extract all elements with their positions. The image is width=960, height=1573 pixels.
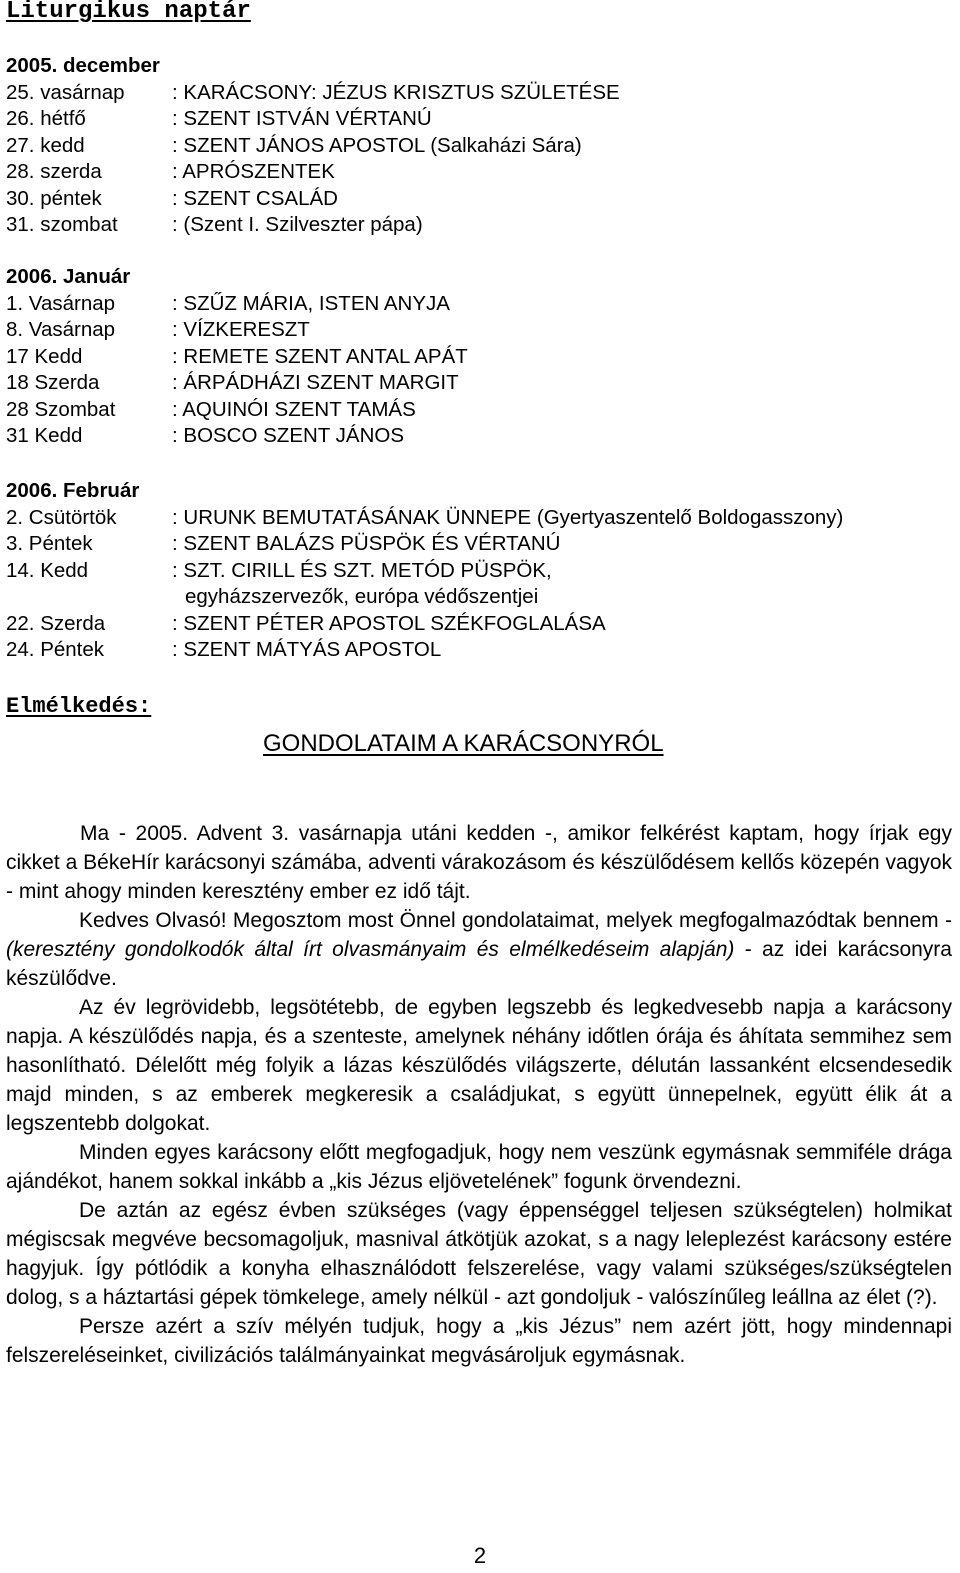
calendar-row (6, 397, 468, 424)
calendar-day: 14. Kedd (6, 558, 89, 582)
calendar-day: 28 Szombat (6, 397, 116, 421)
calendar-row (6, 344, 468, 371)
calendar-event: : KARÁCSONY: JÉZUS KRISZTUS SZÜLETÉSE (172, 80, 620, 104)
calendar-row (6, 317, 468, 344)
calendar-day: 24. Péntek (6, 638, 105, 661)
calendar-event: : URUNK BEMUTATÁSÁNAK ÜNNEPE (Gyertyaszentelő Boldogasszony) (172, 505, 844, 529)
calendar-day: 8. Vasárnap (6, 318, 116, 341)
calendar-event: : SZENT BALÁZS PÜSPÖK ÉS VÉRTANÚ (172, 532, 561, 555)
calendar-day: 25. vasárnap (6, 80, 125, 104)
calendar-day: 2. Csütörtök (6, 505, 117, 529)
calendar-day: 17 Kedd (6, 344, 83, 368)
calendar-row (6, 159, 620, 186)
calendar-row (6, 106, 620, 133)
calendar-day: 22. Szerda (6, 611, 106, 635)
paragraph (6, 906, 952, 993)
calendar-row (6, 531, 843, 558)
calendar-row (6, 80, 620, 107)
calendar-day: 28. szerda (6, 160, 102, 183)
italic-aside: (keresztény gondolkodók által írt olvasmányaim és elmélkedéseim alapján) (6, 938, 735, 961)
calendar-row (6, 291, 468, 318)
calendar-event: : (Szent I. Szilveszter pápa) (172, 213, 423, 236)
calendar-row (6, 611, 843, 638)
calendar-january (6, 264, 468, 450)
calendar-row (6, 370, 468, 397)
calendar-event: : VÍZKERESZT (172, 318, 310, 341)
paragraph: Az év legrövidebb, legsötétebb, de egyben legszebb és legkedvesebb napja a karácsony napja. A készülődés napja, és a szenteste, amelynek néhány időtlen órája és áhítata semmihez sem hasonlítható. Délelőtt még folyik a lázas készülődés világszerte, délután lassanként elcsendesedik majd minden, s az emberek megkeresik a családjukat, s együtt ünnepelnek, együtt élik át a legszentebb dolgokat. (6, 996, 952, 1135)
paragraph-text: Kedves Olvasó! Megosztom most Önnel gondolataimat, melyek megfogalmazódtak bennem - (79, 909, 952, 932)
paragraph: Persze azért a szív mélyén tudjuk, hogy a „kis Jézus” nem azért jött, hogy mindennapi felszereléseinket, civilizációs találmányainkat megvásároljuk egymásnak. (6, 1315, 952, 1367)
calendar-event: : SZENT JÁNOS APOSTOL (Salkaházi Sára) (172, 133, 582, 157)
calendar-row (6, 212, 620, 239)
calendar-event: : ÁRPÁDHÁZI SZENT MARGIT (172, 371, 459, 394)
paragraph: De aztán az egész évben szükséges (vagy éppenséggel teljesen szükségtelen) holmikat mégiscsak megvéve becsomagoljuk, masnival átkötjük azokat, s a nagy leleplezést karácsony estére hagyjuk. Így pótlódik a konyha elhasználódott felszerelése, vagy valami szükséges/szükségtelen dolog, s a háztartási gépek tömkelege, amely nélkül - azt gondoljuk - valószínűleg leállna az élet (?). (6, 1199, 952, 1309)
calendar-event: : SZENT PÉTER APOSTOL SZÉKFOGLALÁSA (172, 611, 606, 635)
calendar-day: 3. Péntek (6, 532, 93, 555)
calendar-row (6, 186, 620, 213)
calendar-day (6, 584, 172, 611)
calendar-row (6, 637, 843, 664)
reflection-label: Elmélkedés: (6, 694, 152, 719)
calendar-event: : SZT. CIRILL ÉS SZT. METÓD PÜSPÖK, (172, 558, 552, 582)
calendar-row (6, 133, 620, 160)
calendar-event: : SZŰZ MÁRIA, ISTEN ANYJA (172, 291, 450, 315)
paragraph-text: - az idei karácsonyra készülődve. (6, 938, 952, 990)
calendar-december (6, 53, 620, 239)
calendar-day: 30. péntek (6, 186, 102, 210)
article-heading: GONDOLATAIM A KARÁCSONYRÓL (263, 730, 664, 757)
calendar-event: : APRÓSZENTEK (172, 160, 335, 183)
calendar-day: 18 Szerda (6, 371, 100, 394)
calendar-row (6, 584, 843, 611)
calendar-day: 31 Kedd (6, 424, 83, 447)
calendar-event: : SZENT MÁTYÁS APOSTOL (172, 638, 442, 661)
page-title: Liturgikus naptár (6, 0, 251, 25)
calendar-event: egyházszervezők, európa védőszentjei (185, 585, 539, 608)
month-heading: 2005. december (6, 54, 160, 77)
month-heading: 2006. Január (6, 265, 131, 288)
calendar-row (6, 423, 468, 450)
calendar-row (6, 505, 843, 532)
calendar-event: : SZENT ISTVÁN VÉRTANÚ (172, 107, 432, 130)
calendar-day: 1. Vasárnap (6, 291, 116, 315)
calendar-event: : SZENT CSALÁD (172, 186, 338, 210)
calendar-day: 31. szombat (6, 213, 118, 236)
calendar-day: 26. hétfő (6, 107, 86, 130)
calendar-event: : AQUINÓI SZENT TAMÁS (172, 397, 416, 421)
calendar-row (6, 558, 843, 585)
month-heading: 2006. Február (6, 479, 140, 502)
page-number: 2 (473, 1543, 487, 1568)
calendar-event: : REMETE SZENT ANTAL APÁT (172, 344, 468, 368)
paragraph: Minden egyes karácsony előtt megfogadjuk, hogy nem veszünk egymásnak semmiféle drága ajándékot, hanem sokkal inkább a „kis Jézus eljövetelének” fogunk örvendezni. (6, 1141, 952, 1193)
article-body (6, 819, 952, 1370)
calendar-february (6, 478, 843, 664)
paragraph: Ma - 2005. Advent 3. vasárnapja utáni kedden -, amikor felkérést kaptam, hogy írjak egy cikket a BékeHír karácsonyi számába, adventi várakozásom és készülődésem kellős közepén vagyok - mint ahogy minden keresztény ember ez idő tájt. (6, 822, 952, 903)
calendar-day: 27. kedd (6, 133, 85, 157)
calendar-event: : BOSCO SZENT JÁNOS (172, 424, 404, 447)
